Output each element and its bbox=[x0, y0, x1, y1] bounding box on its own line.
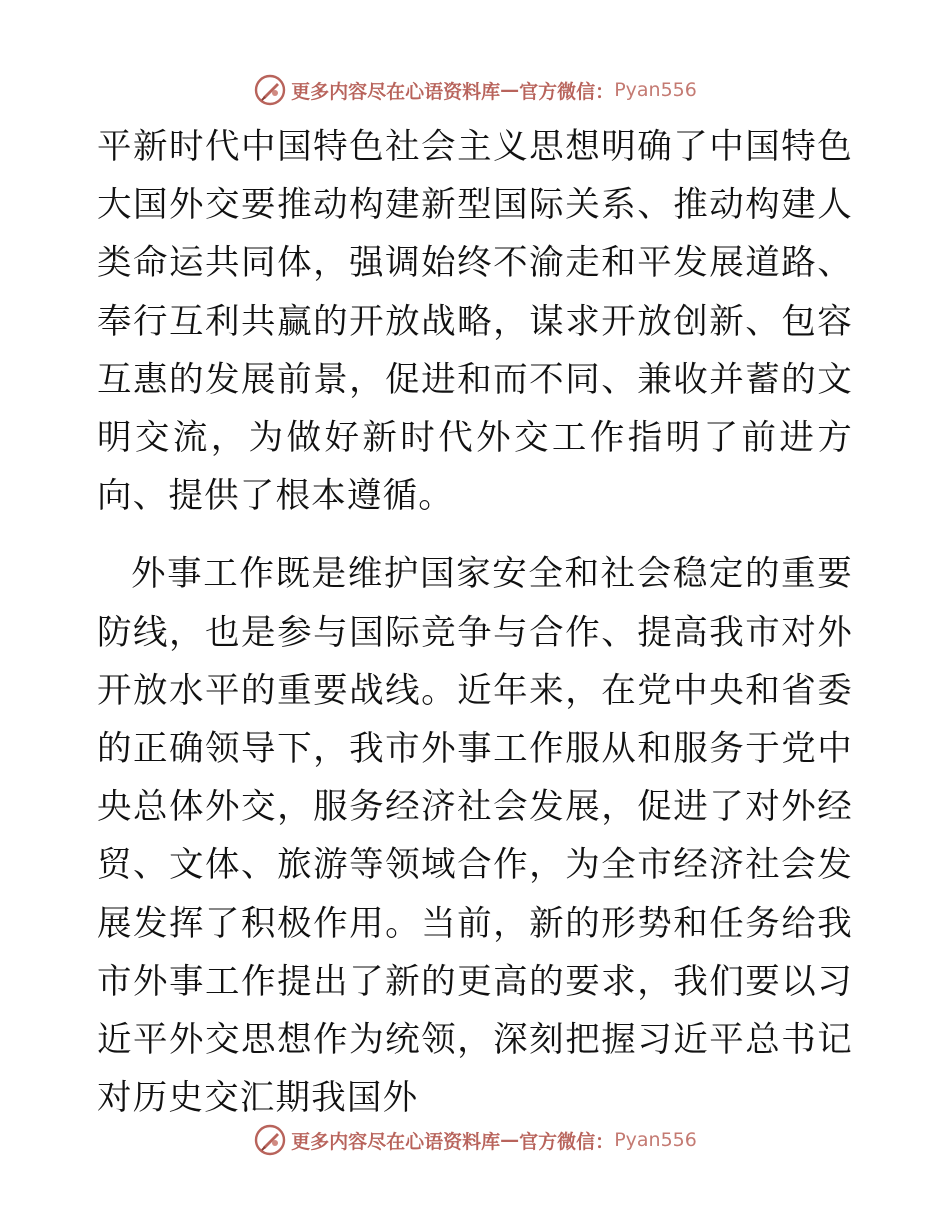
header-brand: 更多内容尽在心语资料库 bbox=[291, 80, 501, 103]
paragraph-1: 平新时代中国特色社会主义思想明确了中国特色大国外交要推动构建新型国际关系、推动构建人类命运共同体，强调始终不渝走和平发展道路、奉行互利共赢的开放战略，谋求开放创新、包容互惠的发展前景，促进和而不同、兼收并蓄的文明交流，为做好新时代外交工作指明了前进方向、提供了根本遵循。 bbox=[97, 127, 853, 517]
document-body bbox=[97, 118, 853, 1127]
header-wechat-id: Pyan556 bbox=[614, 79, 697, 101]
header-banner bbox=[0, 70, 950, 110]
header-wechat-label: 官方微信： bbox=[519, 80, 615, 103]
quill-logo-icon bbox=[253, 1123, 287, 1157]
footer-dash: — bbox=[500, 1129, 520, 1151]
footer-wechat-label: 官方微信： bbox=[519, 1130, 615, 1153]
header-dash: — bbox=[500, 79, 520, 101]
footer-brand: 更多内容尽在心语资料库 bbox=[291, 1130, 501, 1153]
footer-banner bbox=[0, 1120, 950, 1160]
paragraph-2: 外事工作既是维护国家安全和社会稳定的重要防线，也是参与国际竞争与合作、提高我市对外开放水平的重要战线。近年来，在党中央和省委的正确领导下，我市外事工作服从和服务于党中央总体外交，服务经济社会发展，促进了对外经贸、文体、旅游等领域合作，为全市经济社会发展发挥了积极作用。当前，新的形势和任务给我市外事工作提出了新的更高的要求，我们要以习近平外交思想作为统领，深刻把握习近平总书记对历史交汇期我国外 bbox=[97, 554, 853, 1119]
footer-wechat-id: Pyan556 bbox=[614, 1129, 697, 1151]
quill-logo-icon bbox=[253, 73, 287, 107]
